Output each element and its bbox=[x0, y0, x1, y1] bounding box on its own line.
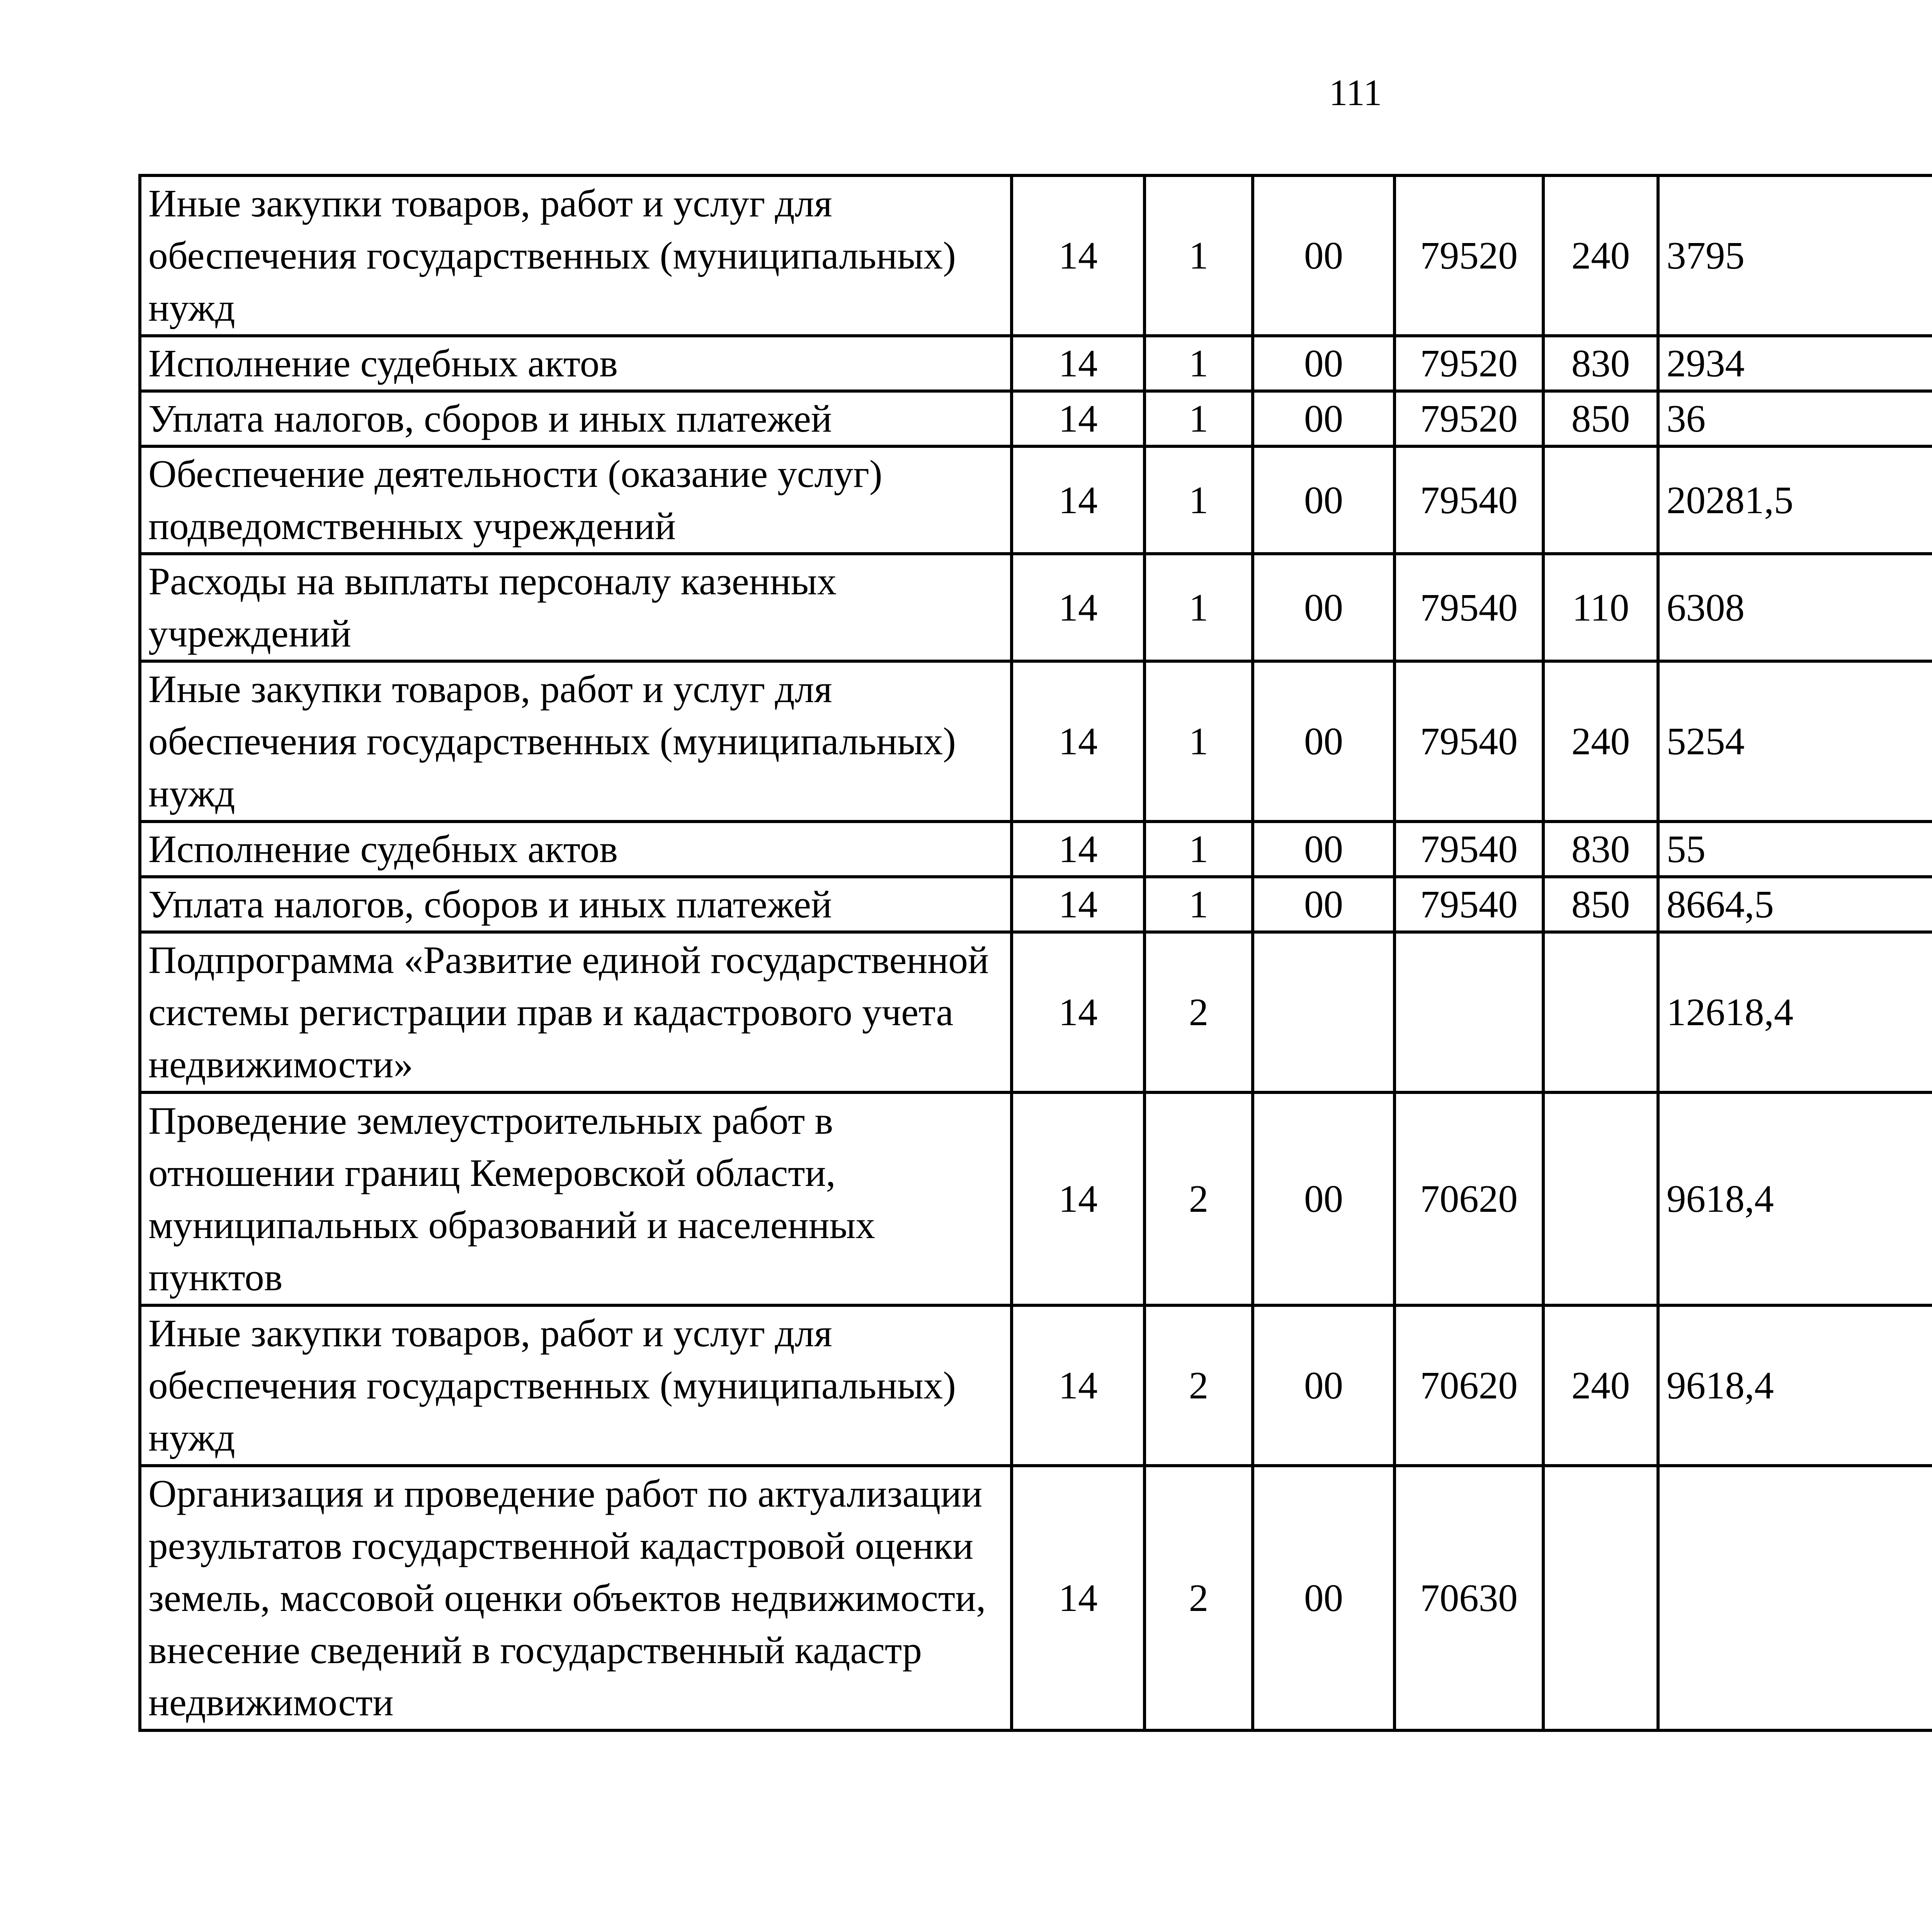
subsection-code-cell: 2 bbox=[1145, 1092, 1253, 1305]
expense-type-cell bbox=[1543, 932, 1658, 1092]
expense-type-cell bbox=[1543, 446, 1658, 554]
subsection-code-cell: 1 bbox=[1145, 391, 1253, 446]
amount-year1-cell: 3795 bbox=[1658, 175, 1932, 336]
expense-type-cell: 830 bbox=[1543, 822, 1658, 877]
direction-code-cell: 79540 bbox=[1395, 877, 1543, 932]
direction-code-cell: 70620 bbox=[1395, 1305, 1543, 1466]
table-row bbox=[140, 1466, 1932, 1730]
program-code-cell: 00 bbox=[1253, 446, 1395, 554]
amount-year1-cell: 9618,4 bbox=[1658, 1305, 1932, 1466]
table-row bbox=[140, 1305, 1932, 1466]
subsection-code-cell: 1 bbox=[1145, 877, 1253, 932]
section-code-cell: 14 bbox=[1012, 446, 1145, 554]
row-name-cell: Иные закупки товаров, работ и услуг для обеспечения государственных (муниципальных) нужд bbox=[140, 1305, 1012, 1466]
amount-year1-cell: 20281,5 bbox=[1658, 446, 1932, 554]
page-number: 111 bbox=[1329, 72, 1382, 113]
row-name-cell: Уплата налогов, сборов и иных платежей bbox=[140, 391, 1012, 446]
amount-year1-cell: 5254 bbox=[1658, 661, 1932, 822]
subsection-code-cell: 1 bbox=[1145, 661, 1253, 822]
expense-type-cell: 240 bbox=[1543, 175, 1658, 336]
section-code-cell: 14 bbox=[1012, 336, 1145, 391]
direction-code-cell: 70620 bbox=[1395, 1092, 1543, 1305]
program-code-cell: 00 bbox=[1253, 661, 1395, 822]
expense-type-cell: 110 bbox=[1543, 554, 1658, 661]
direction-code-cell: 79520 bbox=[1395, 175, 1543, 336]
expense-type-cell bbox=[1543, 1466, 1658, 1730]
program-code-cell: 00 bbox=[1253, 822, 1395, 877]
program-code-cell bbox=[1253, 932, 1395, 1092]
program-code-cell: 00 bbox=[1253, 336, 1395, 391]
row-name-cell: Обеспечение деятельности (оказание услуг) подведомственных учреждений bbox=[140, 446, 1012, 554]
expense-type-cell: 850 bbox=[1543, 391, 1658, 446]
amount-year1-cell: 55 bbox=[1658, 822, 1932, 877]
row-name-cell: Подпрограмма «Развитие единой государственной системы регистрации прав и кадастрового учета недвижимости» bbox=[140, 932, 1012, 1092]
subsection-code-cell: 2 bbox=[1145, 1466, 1253, 1730]
subsection-code-cell: 1 bbox=[1145, 446, 1253, 554]
direction-code-cell: 70630 bbox=[1395, 1466, 1543, 1730]
amount-year1-cell: 6308 bbox=[1658, 554, 1932, 661]
expense-type-cell: 830 bbox=[1543, 336, 1658, 391]
amount-year1-cell: 9618,4 bbox=[1658, 1092, 1932, 1305]
program-code-cell: 00 bbox=[1253, 391, 1395, 446]
program-code-cell: 00 bbox=[1253, 877, 1395, 932]
budget-table bbox=[138, 174, 1932, 1732]
amount-year1-cell: 36 bbox=[1658, 391, 1932, 446]
program-code-cell: 00 bbox=[1253, 554, 1395, 661]
section-code-cell: 14 bbox=[1012, 391, 1145, 446]
table-body bbox=[140, 175, 1932, 1730]
table-row bbox=[140, 175, 1932, 336]
program-code-cell: 00 bbox=[1253, 1466, 1395, 1730]
expense-type-cell bbox=[1543, 1092, 1658, 1305]
section-code-cell: 14 bbox=[1012, 554, 1145, 661]
row-name-cell: Иные закупки товаров, работ и услуг для обеспечения государственных (муниципальных) нужд bbox=[140, 175, 1012, 336]
amount-year1-cell bbox=[1658, 1466, 1932, 1730]
direction-code-cell: 79520 bbox=[1395, 336, 1543, 391]
program-code-cell: 00 bbox=[1253, 175, 1395, 336]
direction-code-cell: 79540 bbox=[1395, 661, 1543, 822]
amount-year1-cell: 8664,5 bbox=[1658, 877, 1932, 932]
table-row bbox=[140, 554, 1932, 661]
row-name-cell: Исполнение судебных актов bbox=[140, 336, 1012, 391]
row-name-cell: Организация и проведение работ по актуализации результатов государственной кадастровой оценки земель, массовой оценки объектов недвижимости, внесение сведений в государственный кадастр недвижимости bbox=[140, 1466, 1012, 1730]
table-row bbox=[140, 336, 1932, 391]
subsection-code-cell: 2 bbox=[1145, 1305, 1253, 1466]
subsection-code-cell: 2 bbox=[1145, 932, 1253, 1092]
row-name-cell: Уплата налогов, сборов и иных платежей bbox=[140, 877, 1012, 932]
section-code-cell: 14 bbox=[1012, 1305, 1145, 1466]
section-code-cell: 14 bbox=[1012, 175, 1145, 336]
table-row bbox=[140, 877, 1932, 932]
direction-code-cell: 79520 bbox=[1395, 391, 1543, 446]
program-code-cell: 00 bbox=[1253, 1092, 1395, 1305]
direction-code-cell bbox=[1395, 932, 1543, 1092]
row-name-cell: Проведение землеустроительных работ в отношении границ Кемеровской области, муниципальных образований и населенных пунктов bbox=[140, 1092, 1012, 1305]
row-name-cell: Иные закупки товаров, работ и услуг для обеспечения государственных (муниципальных) нужд bbox=[140, 661, 1012, 822]
section-code-cell: 14 bbox=[1012, 877, 1145, 932]
table-row bbox=[140, 391, 1932, 446]
direction-code-cell: 79540 bbox=[1395, 822, 1543, 877]
row-name-cell: Расходы на выплаты персоналу казенных учреждений bbox=[140, 554, 1012, 661]
section-code-cell: 14 bbox=[1012, 822, 1145, 877]
expense-type-cell: 850 bbox=[1543, 877, 1658, 932]
table-row bbox=[140, 1092, 1932, 1305]
expense-type-cell: 240 bbox=[1543, 661, 1658, 822]
section-code-cell: 14 bbox=[1012, 661, 1145, 822]
expense-type-cell: 240 bbox=[1543, 1305, 1658, 1466]
table-row bbox=[140, 932, 1932, 1092]
amount-year1-cell: 2934 bbox=[1658, 336, 1932, 391]
section-code-cell: 14 bbox=[1012, 1092, 1145, 1305]
subsection-code-cell: 1 bbox=[1145, 336, 1253, 391]
section-code-cell: 14 bbox=[1012, 1466, 1145, 1730]
direction-code-cell: 79540 bbox=[1395, 554, 1543, 661]
subsection-code-cell: 1 bbox=[1145, 175, 1253, 336]
section-code-cell: 14 bbox=[1012, 932, 1145, 1092]
program-code-cell: 00 bbox=[1253, 1305, 1395, 1466]
row-name-cell: Исполнение судебных актов bbox=[140, 822, 1012, 877]
table-row bbox=[140, 822, 1932, 877]
direction-code-cell: 79540 bbox=[1395, 446, 1543, 554]
table-row bbox=[140, 661, 1932, 822]
subsection-code-cell: 1 bbox=[1145, 554, 1253, 661]
table-row bbox=[140, 446, 1932, 554]
amount-year1-cell: 12618,4 bbox=[1658, 932, 1932, 1092]
subsection-code-cell: 1 bbox=[1145, 822, 1253, 877]
